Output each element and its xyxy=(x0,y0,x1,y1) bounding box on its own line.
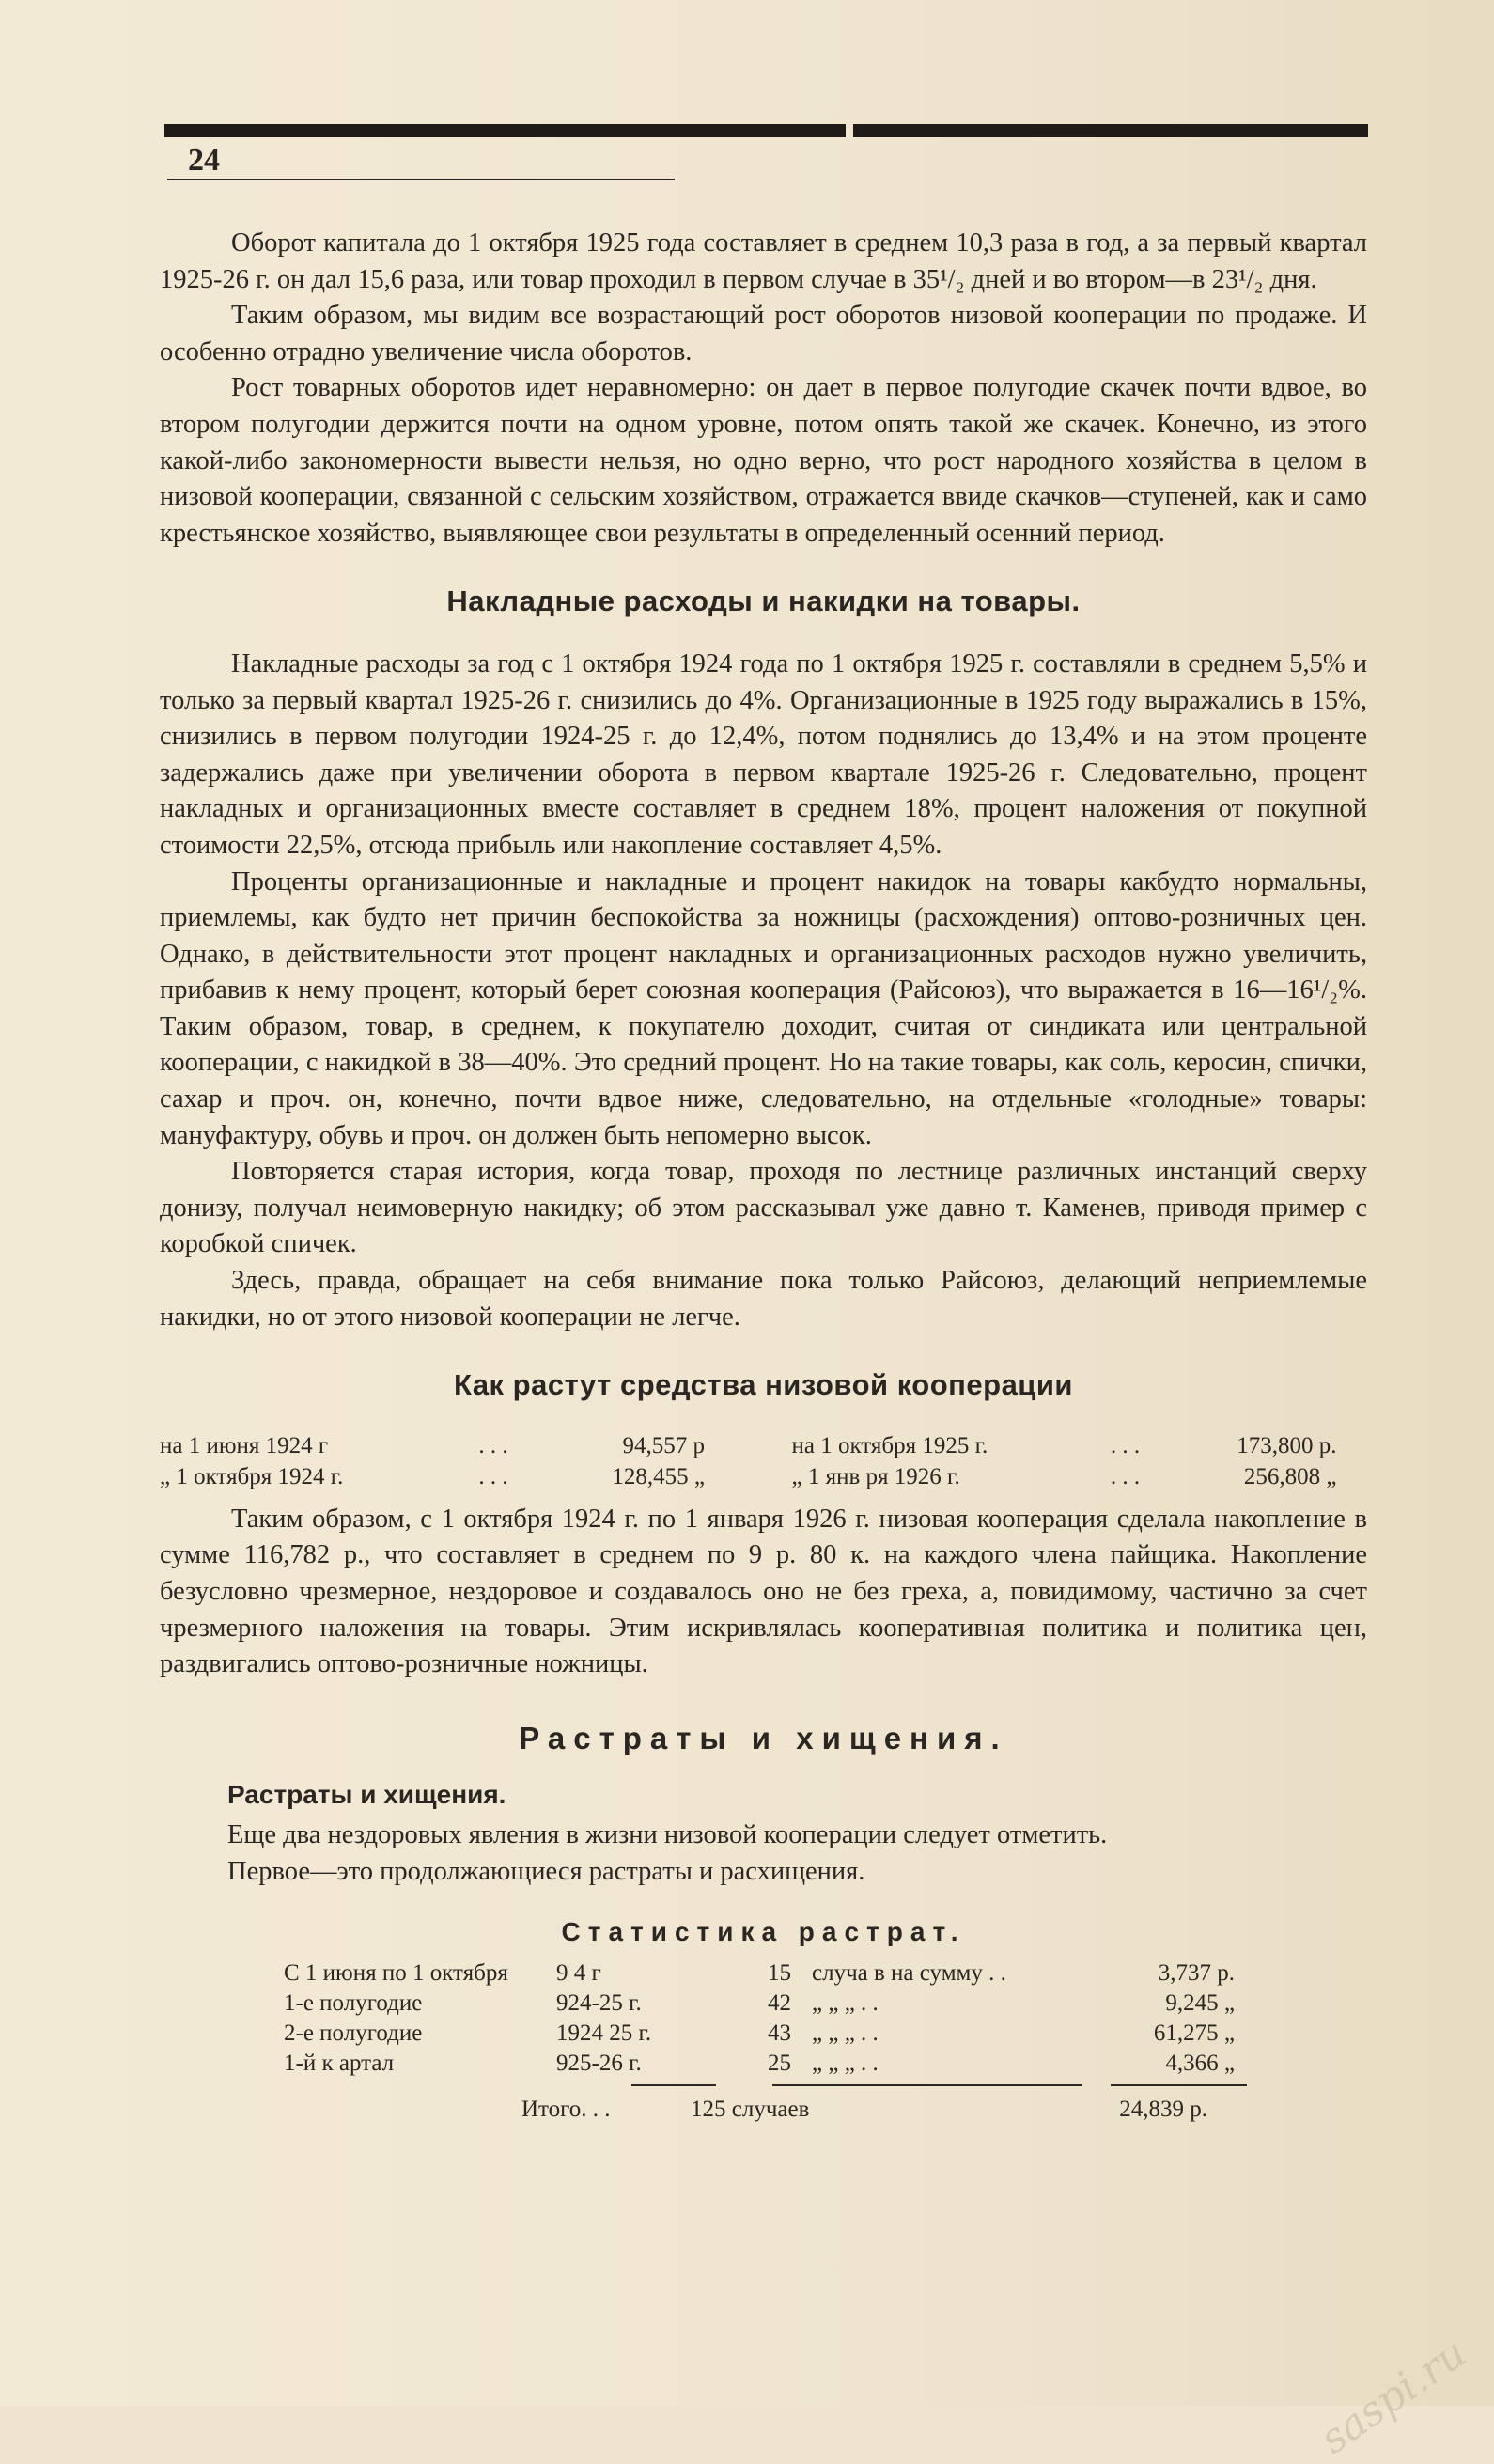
stats-year: 925-26 г. xyxy=(556,2050,642,2076)
total-amount: 24,839 р. xyxy=(1119,2096,1207,2122)
stats-period: С 1 июня по 1 октября xyxy=(284,1959,508,1986)
stats-amount: 3,737 р. xyxy=(1158,1959,1235,1986)
growth-dots: . . . xyxy=(478,1463,508,1489)
growth-dots: . . . xyxy=(1110,1432,1141,1458)
growth-row xyxy=(160,1430,1367,1461)
header-rule-left xyxy=(164,124,846,137)
stats-period: 2-е полугодие xyxy=(284,2020,423,2046)
header-rule-thin xyxy=(167,179,675,180)
growth-cell xyxy=(736,1461,1368,1492)
growth-cell xyxy=(160,1430,736,1461)
stats-total xyxy=(521,2092,1367,2129)
stats-count: 15 xyxy=(768,1959,791,1986)
stats-year: 924-25 г. xyxy=(556,1989,642,2016)
growth-date: на 1 июня 1924 г xyxy=(160,1432,329,1458)
stats-count: 43 xyxy=(768,2020,791,2046)
growth-date: на 1 октября 1925 г. xyxy=(791,1432,988,1458)
stats-row xyxy=(284,2049,1252,2079)
growth-date: „ 1 янв ря 1926 г. xyxy=(791,1463,960,1489)
watermark: saspi.ru xyxy=(1311,2329,1475,2464)
section-heading-growth: Как растут средства низовой кооперации xyxy=(454,1368,1073,1402)
stats-period: 1-е полугодие xyxy=(284,1989,423,2016)
subheading: Растраты и хищения. xyxy=(227,1780,506,1810)
growth-value: 128,455 „ xyxy=(612,1463,705,1489)
paragraph: Повторяется старая история, когда товар, проходя по лестнице различных инстанций сверху донизу, получал неимоверную накидку; об этом рассказывал уже давно т. Каменев, приводя пример с коробкой спичек. xyxy=(160,1157,1367,1259)
growth-value: 256,808 „ xyxy=(1243,1463,1337,1489)
stats-count: 25 xyxy=(768,2050,791,2076)
page-content xyxy=(160,226,1367,2128)
growth-value: 173,800 р. xyxy=(1237,1432,1337,1458)
stats-label: „ „ „ . . xyxy=(812,2020,879,2046)
header-rule-right xyxy=(853,124,1368,137)
growth-row xyxy=(160,1461,1367,1492)
growth-date: „ 1 октября 1924 г. xyxy=(160,1463,344,1489)
stats-amount: 9,245 „ xyxy=(1165,1989,1235,2016)
stats-label: „ „ „ . . xyxy=(812,1989,879,2016)
stats-total-rule xyxy=(284,2079,1252,2092)
rule-segment xyxy=(772,2084,1082,2086)
stats-row xyxy=(284,1958,1252,1988)
stats-label: „ „ „ . . xyxy=(812,2050,879,2076)
rule-segment xyxy=(1111,2084,1247,2086)
growth-cell xyxy=(160,1461,736,1492)
text-line: Еще два нездоровых явления в жизни низовой кооперации следует отметить. xyxy=(227,1819,1108,1849)
stats-table xyxy=(284,1958,1252,2092)
stats-label: случа в на сумму . . xyxy=(812,1959,1006,1986)
paragraph: Рост товарных оборотов идет неравномерно: он дает в первое полугодие скачек почти вдвое, во втором полугодии держится почти на одном уровне, потом опять такой же скачек. Конечно, из этого какой-либо закономерности вывести нельзя, но одно верно, что рост народного хозяйства в целом в низовой кооперации, связанной с сельским хозяйством, отражается ввиде скачков—ступеней, как и само крестьянское хозяйство, выявляющее свои результаты в определенный осенний период. xyxy=(160,373,1367,548)
paragraph: Таким образом, с 1 октября 1924 г. по 1 января 1926 г. низовая кооперация сделала накопление в сумме 116,782 р., что составляет в среднем по 9 р. 80 к. на каждого члена пайщика. Накопление безусловно чрезмерное, нездоровое и создавалось оно не без греха, а, повидимому, частично за счет чрезмерного наложения на товары. Этим искривлялась кооперативная политика и политика цен, раздвигались оптово-розничные ножницы. xyxy=(160,1504,1367,1679)
stats-amount: 61,275 „ xyxy=(1153,2020,1235,2046)
text-line: Первое—это продолжающиеся растраты и расхищения. xyxy=(227,1856,865,1886)
stats-row xyxy=(284,1988,1252,2019)
total-cases: 125 случаев xyxy=(691,2096,810,2122)
stats-amount: 4,366 „ xyxy=(1165,2050,1235,2076)
growth-dots: . . . xyxy=(478,1432,508,1458)
rule-segment xyxy=(631,2084,716,2086)
paragraph: Здесь, правда, обращает на себя внимание пока только Райсоюз, делающий неприемлемые накидки, но от этого низовой кооперации не легче. xyxy=(160,1266,1367,1332)
stats-period: 1-й к артал xyxy=(284,2050,395,2076)
paragraph: Таким образом, мы видим все возрастающий рост оборотов низовой кооперации по продаже. И особенно отрадно увеличение числа оборотов. xyxy=(160,301,1367,366)
stats-count: 42 xyxy=(768,1989,791,2016)
growth-dots: . . . xyxy=(1110,1463,1141,1489)
stats-year: 1924 25 г. xyxy=(556,2020,652,2046)
paragraph: Проценты организационные и накладные и процент накидок на товары какбудто нормальны, приемлемы, как будто нет причин беспокойства за ножницы (расхождения) оптово-розничных цен. Однако, в действительности этот процент накладных и организационных расходов нужно увеличить, прибавив к нему процент, который берет союзная кооперация (Райсоюз), что выражается в 16—16¹/₂%. Таким образом, товар, в среднем, к покупателю доходит, считая от синдиката или центральной кооперации, с накидкой в 38—40%. Это средний процент. Но на такие товары, как соль, керосин, спички, сахар и проч. он, конечно, почти вдвое ниже, следовательно, на отдельные «голодные» товары: мануфактуру, обувь и проч. он должен быть непомерно высок. xyxy=(160,866,1367,1150)
stats-year: 9 4 г xyxy=(556,1959,601,1986)
section-heading-embezzlement: Растраты и хищения. xyxy=(519,1720,1008,1755)
growth-value: 94,557 р xyxy=(622,1432,705,1458)
paragraph: Оборот капитала до 1 октября 1925 года составляет в среднем 10,3 раза в год, а за первый квартал 1925-26 г. он дал 15,6 раза, или товар проходил в первом случае в 35¹/₂ дней и во втором—в 23¹/₂ дня. xyxy=(160,228,1367,294)
stats-title: Статистика растрат. xyxy=(561,1917,966,1947)
growth-cell xyxy=(736,1430,1368,1461)
section-heading-overheads: Накладные расходы и накидки на товары. xyxy=(446,585,1081,618)
growth-table xyxy=(160,1430,1367,1492)
total-label: Итого. . . xyxy=(521,2096,611,2122)
stats-row xyxy=(284,2019,1252,2049)
paragraph: Накладные расходы за год с 1 октября 1924 года по 1 октября 1925 г. составляли в среднем 5,5% и только за первый квартал 1925-26 г. снизились до 4%. Организационные в 1925 году выражались в 15%, снизились в первом полугодии 1924-25 г. до 12,4%, потом поднялись до 13,4% и на этом проценте задержались даже при увеличении оборота в первом квартале 1925-26 г. Следовательно, процент накладных и организационных вместе составляет в среднем 18%, процент наложения от покупной стоимости 22,5%, отсюда прибыль или накопление составляет 4,5%. xyxy=(160,648,1367,860)
page-number: 24 xyxy=(188,143,220,178)
